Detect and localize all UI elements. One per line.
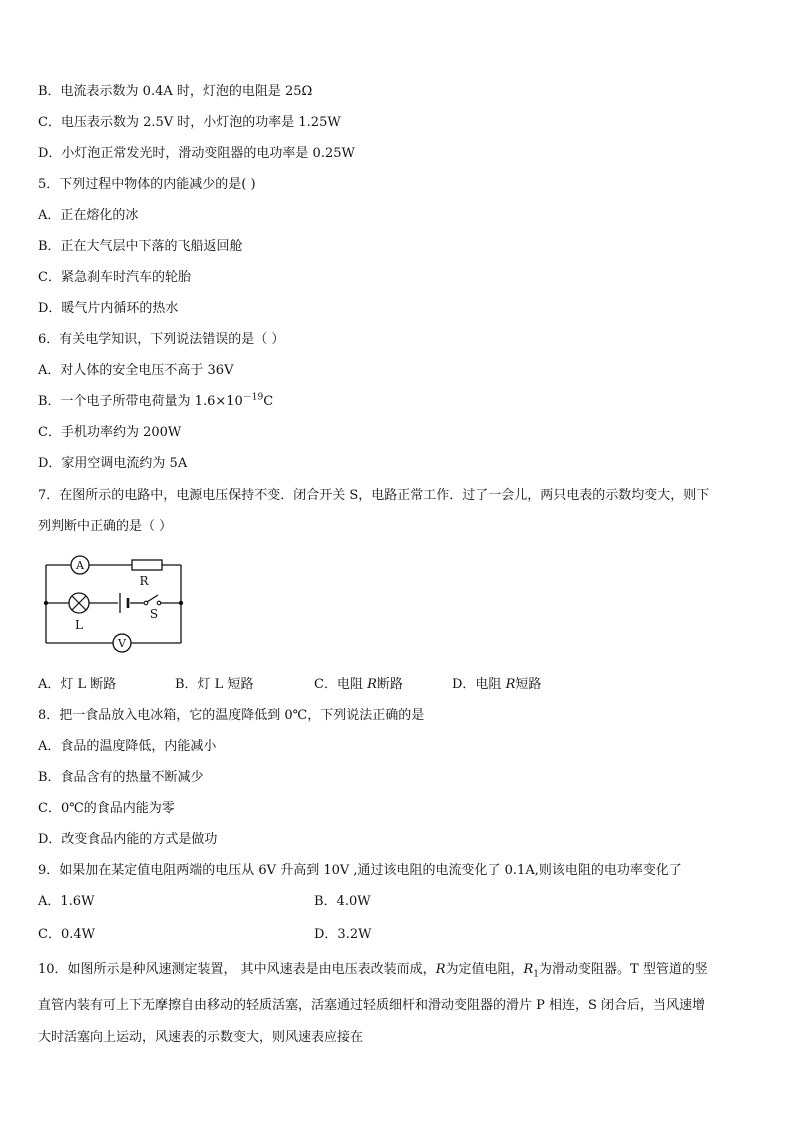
- voltmeter-label: V: [118, 637, 126, 650]
- q10-text-1: 10．如图所示是种风速测定装置， 其中风速表是由电压表改装而成，: [38, 962, 436, 977]
- q6-option-d: D．家用空调电流约为 5A: [38, 456, 188, 471]
- q8-option-c: C．0℃的食品内能为零: [38, 801, 175, 816]
- lamp-label: L: [75, 618, 83, 632]
- q8-option-a: A．食品的温度降低，内能减小: [38, 739, 217, 754]
- junction-dot-left: [44, 601, 48, 605]
- q6-option-b-text: B．一个电子所带电荷量为 1.6×10: [38, 394, 243, 409]
- q5-option-d: D．暖气片内循环的热水: [38, 301, 179, 316]
- question-10-line-2: 直管内装有可上下无摩擦自由移动的轻质活塞，活塞通过轻质细杆和滑动变阻器的滑片 P 相连，S 闭合后，当风速增: [38, 998, 706, 1013]
- q6-option-a: A．对人体的安全电压不高于 36V: [38, 363, 234, 378]
- q6-option-c: C．手机功率约为 200W: [38, 425, 182, 440]
- q4-option-c: C．电压表示数为 2.5V 时，小灯泡的功率是 1.25W: [38, 115, 341, 130]
- q7-options: [38, 676, 598, 694]
- q7-option-d-var: R: [505, 677, 516, 692]
- q10-var-r: R: [435, 962, 446, 977]
- q7-option-c-text: C．电阻: [314, 677, 368, 692]
- resistor-label: R: [139, 574, 149, 588]
- question-10-line-1: [38, 961, 708, 979]
- question-7-line-1: 7．在图所示的电路中，电源电压保持不变．闭合开关 S，电路正常工作．过了一会儿，两只电表的示数均变大，则下: [38, 488, 710, 503]
- q5-option-a: A．正在熔化的冰: [38, 208, 139, 223]
- question-10-line-3: 大时活塞向上运动，风速表的示数变大，则风速表应接在: [38, 1030, 364, 1045]
- question-5: 5．下列过程中物体的内能减少的是( ): [38, 177, 256, 192]
- q7-option-c-var: R: [367, 677, 377, 692]
- q9-options-row-1: [38, 893, 438, 911]
- question-7-line-2: 列判断中正确的是（ ）: [38, 519, 173, 534]
- battery-symbol: [120, 593, 128, 613]
- junction-dot-right: [179, 601, 183, 605]
- resistor-symbol: [132, 560, 162, 588]
- question-9: 9．如果加在某定值电阻两端的电压从 6V 升高到 10V ,通过该电阻的电流变化了 0.1A,则该电阻的电功率变化了: [38, 863, 682, 878]
- q4-option-d: D．小灯泡正常发光时，滑动变阻器的电功率是 0.25W: [38, 146, 355, 161]
- q7-option-a: A．灯 L 断路: [38, 677, 117, 692]
- q9-options-row-2: [38, 926, 438, 944]
- switch-label: S: [149, 607, 159, 621]
- voltmeter-symbol: [113, 634, 131, 652]
- q7-option-d-text: D．电阻: [452, 677, 506, 692]
- q8-option-b: B．食品含有的热量不断减少: [38, 770, 204, 785]
- q8-option-d: D．改变食品内能的方式是做功: [38, 832, 218, 847]
- question-6: 6．有关电学知识，下列说法错误的是（ ）: [38, 332, 285, 347]
- q9-option-c: C．0.4W: [38, 927, 95, 942]
- q10-var-r1: R: [523, 962, 534, 977]
- q7-option-c: [314, 676, 403, 694]
- q7-option-d-tail: 短路: [515, 677, 542, 692]
- ammeter-symbol: [71, 556, 89, 574]
- q7-option-b: B．灯 L 短路: [175, 677, 254, 692]
- q5-option-b: B．正在大气层中下落的飞船返回舱: [38, 239, 243, 254]
- q9-option-a: A．1.6W: [38, 894, 95, 909]
- q9-option-b: B．4.0W: [314, 894, 371, 909]
- q5-option-c: C．紧急刹车时汽车的轮胎: [38, 270, 191, 285]
- q6-option-b-unit: C: [263, 394, 274, 409]
- q7-option-c-tail: 断路: [376, 677, 403, 692]
- q9-option-d: D．3.2W: [314, 927, 372, 942]
- q6-option-b-exponent: －19: [242, 392, 264, 403]
- question-8: 8．把一食品放入电冰箱，它的温度降低到 0℃，下列说法正确的是: [38, 708, 425, 723]
- switch-symbol: [144, 595, 161, 621]
- q10-text-2: 为定值电阻，: [445, 962, 524, 977]
- q7-option-d: [452, 676, 541, 694]
- q10-text-3: 为滑动变阻器。T 型管道的竖: [539, 962, 708, 977]
- lamp-symbol: [69, 593, 89, 632]
- circuit-diagram: [38, 548, 188, 656]
- ammeter-label: A: [76, 559, 84, 572]
- q4-option-b: B．电流表示数为 0.4A 时，灯泡的电阻是 25Ω: [38, 84, 313, 99]
- q6-option-b: [38, 393, 273, 411]
- q10-var-r1-subscript: 1: [533, 969, 540, 980]
